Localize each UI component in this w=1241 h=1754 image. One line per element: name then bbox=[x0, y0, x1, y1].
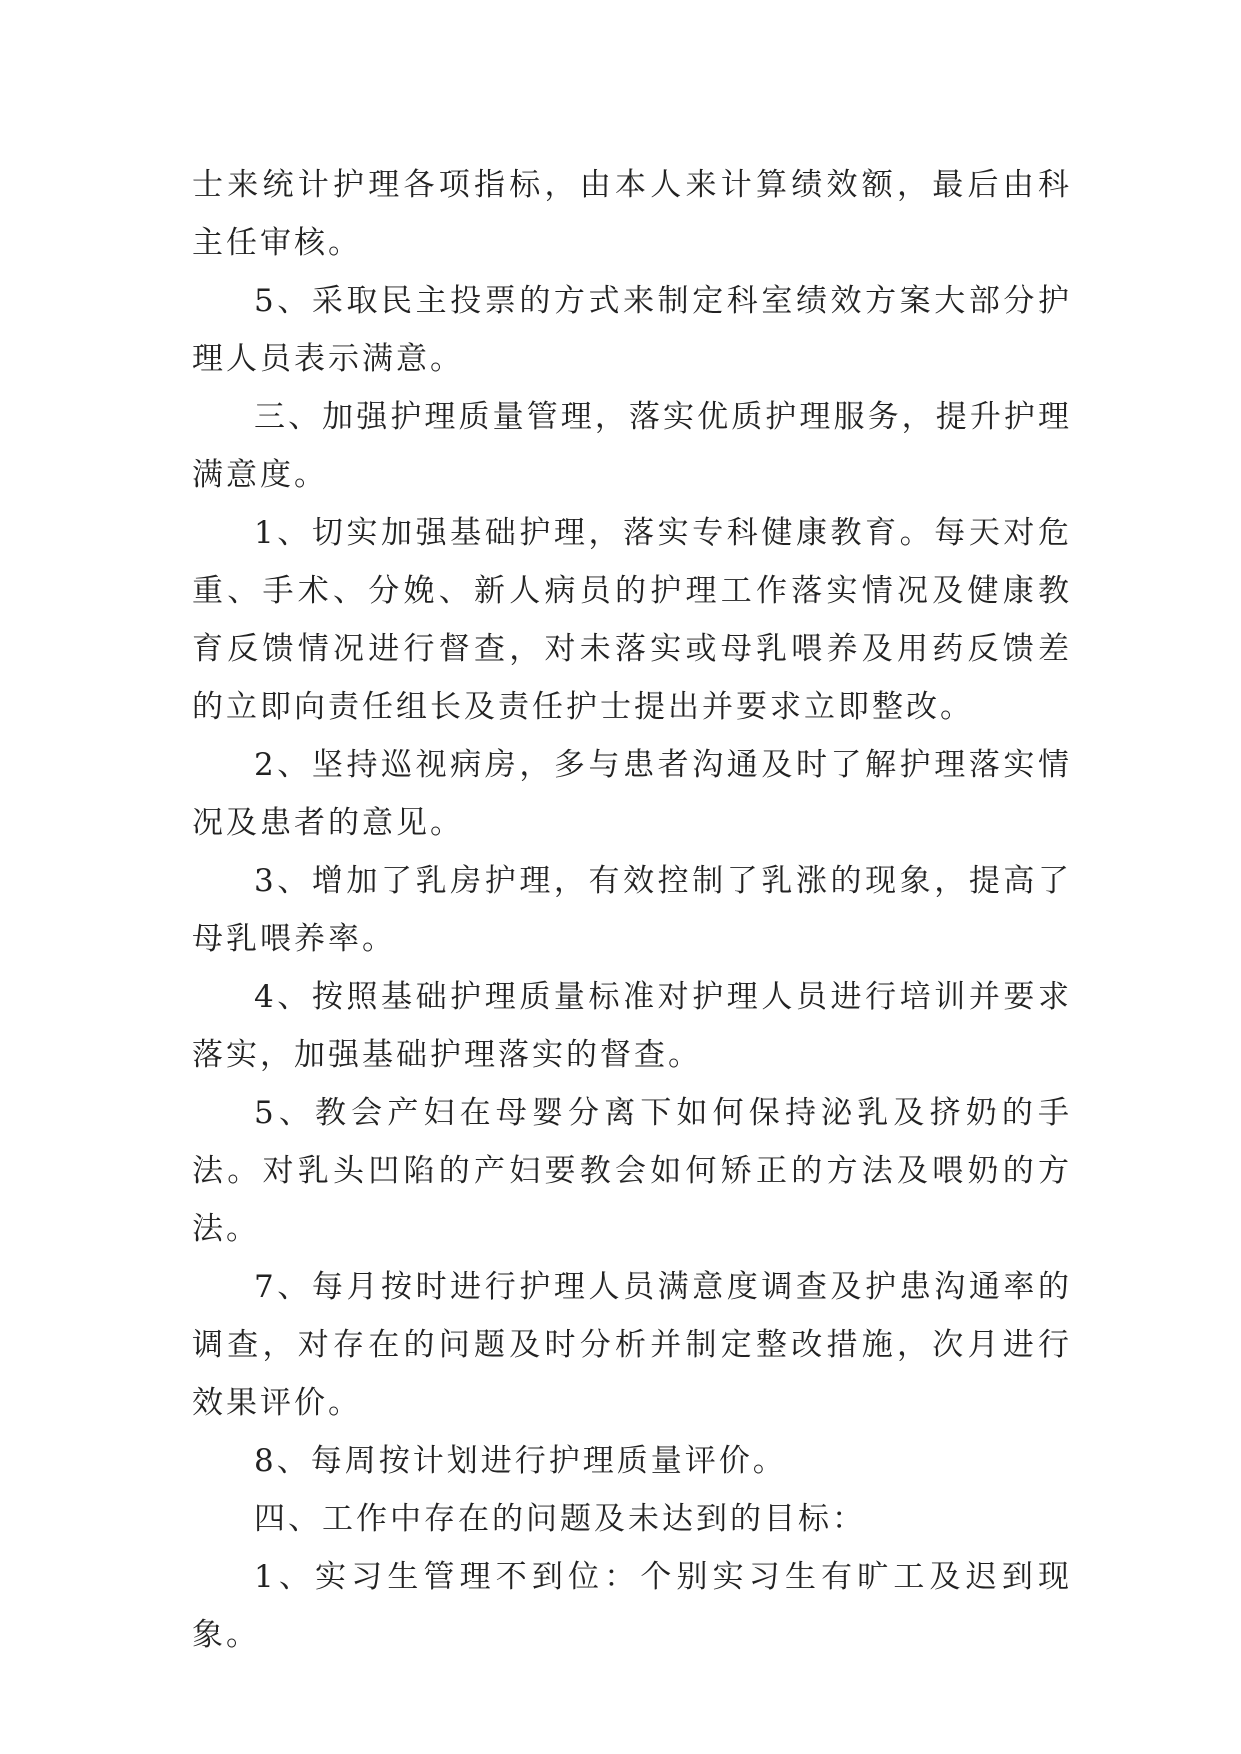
paragraph: 7、每月按时进行护理人员满意度调查及护患沟通率的调查，对存在的问题及时分析并制定整改措施，次月进行效果评价。 bbox=[192, 1269, 1072, 1421]
paragraph: 5、教会产妇在母婴分离下如何保持泌乳及挤奶的手法。对乳头凹陷的产妇要教会如何矫正的方法及喂奶的方法。 bbox=[192, 1095, 1072, 1247]
section-heading: 三、加强护理质量管理，落实优质护理服务，提升护理满意度。 bbox=[192, 399, 1072, 493]
section-heading: 四、工作中存在的问题及未达到的目标： bbox=[254, 1501, 866, 1537]
document-body bbox=[192, 156, 1072, 1664]
paragraph: 1、实习生管理不到位：个别实习生有旷工及迟到现象。 bbox=[192, 1559, 1072, 1653]
paragraph: 8、每周按计划进行护理质量评价。 bbox=[254, 1443, 787, 1479]
paragraph: 3、增加了乳房护理，有效控制了乳涨的现象，提高了母乳喂养率。 bbox=[192, 863, 1072, 957]
paragraph: 1、切实加强基础护理，落实专科健康教育。每天对危重、手术、分娩、新人病员的护理工作落实情况及健康教育反馈情况进行督查，对未落实或母乳喂养及用药反馈差的立即向责任组长及责任护士提出并要求立即整改。 bbox=[192, 515, 1072, 725]
paragraph: 5、采取民主投票的方式来制定科室绩效方案大部分护理人员表示满意。 bbox=[192, 283, 1072, 377]
paragraph: 4、按照基础护理质量标准对护理人员进行培训并要求落实，加强基础护理落实的督查。 bbox=[192, 979, 1072, 1073]
paragraph: 2、坚持巡视病房，多与患者沟通及时了解护理落实情况及患者的意见。 bbox=[192, 747, 1072, 841]
paragraph: 士来统计护理各项指标，由本人来计算绩效额，最后由科主任审核。 bbox=[192, 167, 1072, 261]
